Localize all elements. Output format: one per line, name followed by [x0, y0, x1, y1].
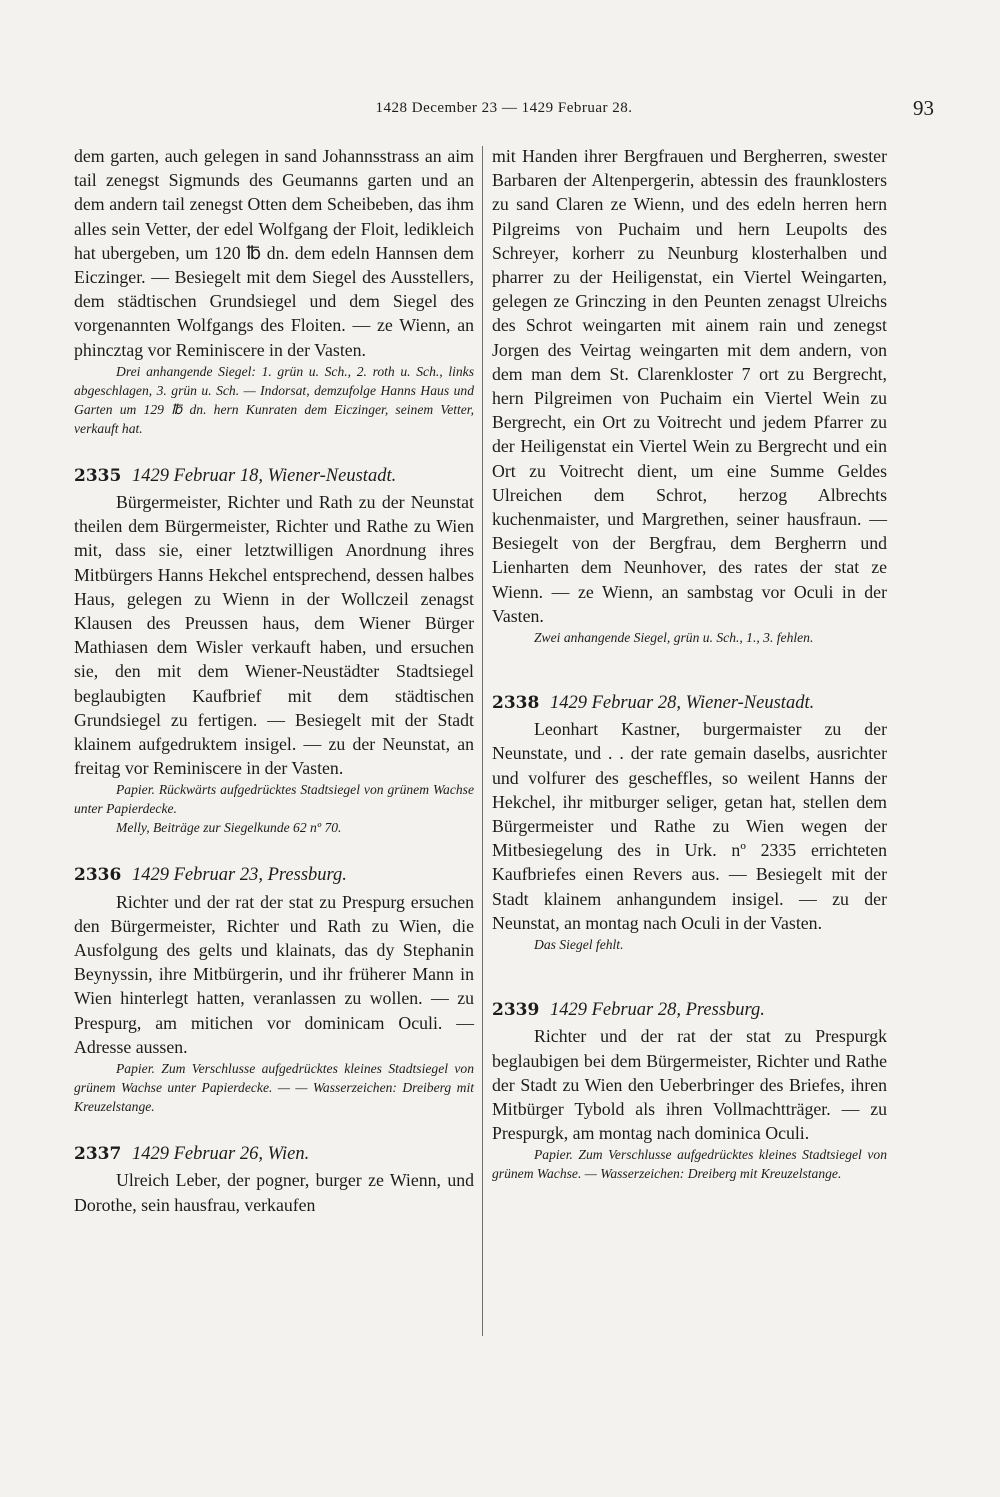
running-title: 1428 December 23 — 1429 Februar 28. — [375, 100, 633, 116]
entry-number: 2339 — [492, 1000, 540, 1021]
entry-note: Papier. Rückwärts aufgedrücktes Stadtsiegel von grünem Wachse unter Papierdecke. — [74, 782, 474, 817]
entry-heading — [74, 863, 474, 887]
left-column — [74, 144, 474, 1217]
entry-date: 1429 Februar 23, Pressburg. — [131, 865, 347, 886]
entry-note: Melly, Beiträge zur Siegelkunde 62 nº 70. — [116, 820, 342, 836]
entry-text: Bürgermeister, Richter und Rath zu der Neunstat theilen dem Bürgermeister, Richter und Rathe zu Wien mit, dass sie, einer letztwilligen Anordnung ihres Mitbürgers Hanns Hekchel entsprechend, dessen halbes Haus, gelegen zu Wienn in der Wollczeil zenagst Klausen des Preussen haus, dem Wiener Bürger Mathiasen dem Wisler verkauft haben, und ersuchen sie, den mit dem Wiener-Neustädter Stadtsiegel beglaubigten Kaufbrief mit dem städtischen Grundsiegel zu fertigen. — Besiegelt mit der Stadt klainem aufgedruktem insigel. — zu der Neunstat, an freitag vor Reminiscere in der Vasten. — [74, 492, 474, 779]
entry-date: 1429 Februar 26, Wien. — [131, 1144, 310, 1165]
continuation-text: mit Handen ihrer Bergfrauen und Bergherren, swester Barbaren der Altenpergerin, abtessin des fraunklosters zu sand Claren ze Wienn, und des edeln herren hern Pilgreims von Puchaim und hern Leupolts des Schreyer, korherr zu Neunburg klosterhalben und pharrer zu der Heiligenstat, ein Viertel Weingarten, gelegen ze Grinczing in den Peunten zenagst Ulreichs des Schrot weingarten mit ainem rain und zenegst Jorgen des Veirtag weingarten mit dem andern, von dem man dem St. Clarenkloster 7 ort zu Bergrecht, hern Pilgreimen von Puchaim ein Viertel Wein zu Bergrecht, ein Ort zu Voitrecht und jedem Pfarrer zu der Heiligenstat ein Viertel Wein zu Bergrecht und ein Ort zu Voitrecht dient, um eine Summe Geldes Ulreichen dem Schrot, herzog Albrechts kuchenmaister, und Margrethen, seiner hausfraun. — Besiegelt von der Bergfrau, dem Bergherrn und Lienharten dem Neunhover, des rates der stat ze Wienn. — ze Wienn, an sambstag vor Oculi in der Vasten. — [492, 146, 887, 626]
seal-note: Drei anhangende Siegel: 1. grün u. Sch., 2. roth u. Sch., links abgeschlagen, 3. grün u. Sch. — Indorsat, demzufolge Hanns Haus und Garten um 129 ℔ dn. hern Kunraten dem Eiczinger, seinem Vetter, verkauft hat. — [74, 363, 474, 436]
entry — [74, 464, 474, 838]
page-header — [74, 96, 934, 124]
entry-number: 2335 — [74, 465, 122, 486]
entry-heading — [492, 691, 887, 715]
entry-number: 2337 — [74, 1144, 122, 1165]
spacer — [492, 647, 887, 665]
entry — [492, 998, 887, 1183]
continuation-text: dem garten, auch gelegen in sand Johannsstrass an aim tail zenegst Sigmunds des Geumanns garten und an dem andern tail zenegst Otten dem Scheibeben, das ihm alles sein Vetter, der edel Wolfgang der Floit, ledikleich hat ubergeben, um 120 ℔ dn. dem edeln Hannsen dem Eiczinger. — Besiegelt mit dem Siegel des Ausstellers, dem städtischen Grundsiegel und dem Siegel des vorgenannten Wolfgangs des Floiten. — ze Wienn, an phincztag vor Reminiscere in der Vasten. — [74, 146, 474, 360]
entry — [74, 1142, 474, 1217]
page-number: 93 — [913, 96, 934, 120]
entry-heading — [492, 998, 887, 1022]
entry-date: 1429 Februar 28, Wiener-Neustadt. — [549, 693, 815, 714]
entry-text: Richter und der rat der stat zu Prespurg ersuchen den Bürgermeister, Richter und Rath zu Wien, die Ausfolgung des gelts und klainats, das dy Stephanin Beynyssin, ihre Mitbürgerin, und ihr früherer Mann in Wien hinterlegt hatten, veranlassen zu wollen. — zu Prespurg, am mitichen vor dominicam Oculi. — Adresse aussen. — [74, 891, 474, 1057]
seal-note: Zwei anhangende Siegel, grün u. Sch., 1., 3. fehlen. — [534, 630, 814, 646]
entry — [492, 691, 887, 954]
entry — [74, 863, 474, 1116]
spacer — [492, 954, 887, 972]
entry-note: Das Siegel fehlt. — [534, 937, 624, 953]
entry-number: 2336 — [74, 865, 122, 886]
entry-text: Ulreich Leber, der pogner, burger ze Wienn, und Dorothe, sein hausfrau, verkaufen — [74, 1170, 474, 1215]
entry-heading — [74, 464, 474, 488]
entry-note: Papier. Zum Verschlusse aufgedrücktes kleines Stadtsiegel von grünem Wachse. — Wasserzeichen: Dreiberg mit Kreuzelstange. — [492, 1147, 887, 1182]
entry-text: Leonhart Kastner, burgermaister zu der Neunstate, und . . der rate gemain daselbs, ausrichter und volfurer des gescheffles, so weilent Hanns der Hekchel, ihr mitburger seliger, getan hat, stellen dem Bürgermeister und Rathe zu Wien wegen der Mitbesiegelung des in Urk. nº 2335 errichteten Kaufbriefes einen Revers aus. — Besiegelt mit der Stadt klainem anhangundem insigel. — zu der Neunstat, an montag nach Oculi in der Vasten. — [492, 719, 887, 933]
entry-note: Papier. Zum Verschlusse aufgedrücktes kleines Stadtsiegel von grünem Wachse unter Papierdecke. — — Wasserzeichen: Dreiberg mit Kreuzelstange. — [74, 1061, 474, 1115]
entry-date: 1429 Februar 18, Wiener-Neustadt. — [131, 465, 397, 486]
entry-number: 2338 — [492, 693, 540, 714]
entry-heading — [74, 1142, 474, 1166]
entry-date: 1429 Februar 28, Pressburg. — [549, 1000, 765, 1021]
column-divider — [482, 146, 483, 1336]
right-column — [492, 144, 887, 1183]
entry-text: Richter und der rat der stat zu Prespurgk beglaubigen bei dem Bürgermeister, Richter und Rathe der Stadt zu Wien den Ueberbringer des Briefes, ihren Mitbürger Tybold als ihren Vollmachtträger. — zu Prespurgk, am montag nach dominica Oculi. — [492, 1026, 887, 1144]
